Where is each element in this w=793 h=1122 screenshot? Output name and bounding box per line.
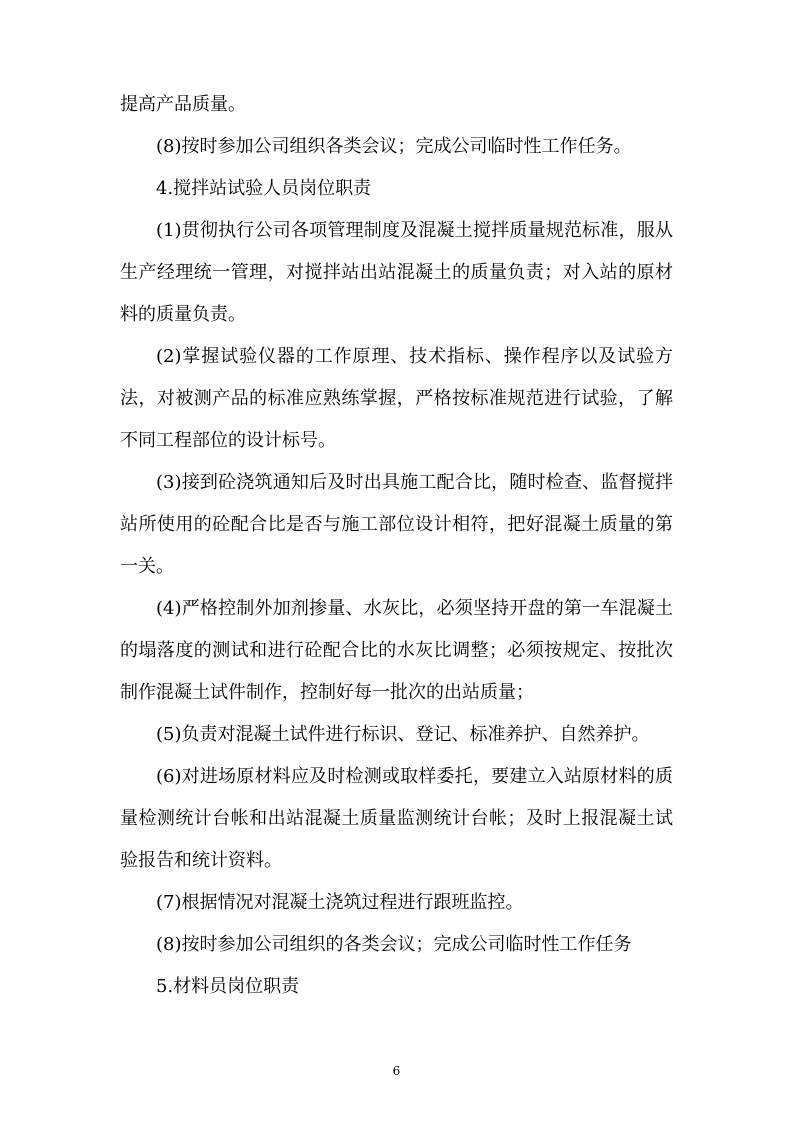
paragraph-item-8: (8)按时参加公司组织的各类会议；完成公司临时性工作任务 xyxy=(156,934,632,955)
paragraph-item-8-meetings: (8)按时参加公司组织各类会议；完成公司临时性工作任务。 xyxy=(156,136,632,157)
paragraph-item-3: (3)接到砼浇筑通知后及时出具施工配合比，随时检查、监督搅拌站所使用的砼配合比是否与施工部位设计相符，把好混凝土质量的第一关。 xyxy=(120,472,673,577)
page-number: 6 xyxy=(392,1064,401,1078)
paragraph-item-2: (2)掌握试验仪器的工作原理、技术指标、操作程序以及试验方法，对被测产品的标准应熟练掌握，严格按标准规范进行试验，了解不同工程部位的设计标号。 xyxy=(120,346,673,451)
section-heading-lab-staff-duties: 4.搅拌站试验人员岗位职责 xyxy=(156,178,372,199)
paragraph-item-5: (5)负责对混凝土试件进行标识、登记、标准养护、自然养护。 xyxy=(156,724,650,745)
section-heading-materials-staff-duties: 5.材料员岗位职责 xyxy=(156,976,300,997)
document-body xyxy=(120,84,673,1008)
paragraph-item-7: (7)根据情况对混凝土浇筑过程进行跟班监控。 xyxy=(156,892,524,913)
paragraph-item-1: (1)贯彻执行公司各项管理制度及混凝土搅拌质量规范标准，服从生产经理统一管理，对搅拌站出站混凝土的质量负责；对入站的原材料的质量负责。 xyxy=(120,220,673,325)
paragraph-item-6: (6)对进场原材料应及时检测或取样委托，要建立入站原材料的质量检测统计台帐和出站混凝土质量监测统计台帐；及时上报混凝土试验报告和统计资料。 xyxy=(120,766,673,871)
paragraph-item-4: (4)严格控制外加剂掺量、水灰比，必须坚持开盘的第一车混凝土的塌落度的测试和进行砼配合比的水灰比调整；必须按规定、按批次制作混凝土试件制作，控制好每一批次的出站质量； xyxy=(120,598,673,703)
paragraph-continuation: 提高产品质量。 xyxy=(120,94,246,115)
